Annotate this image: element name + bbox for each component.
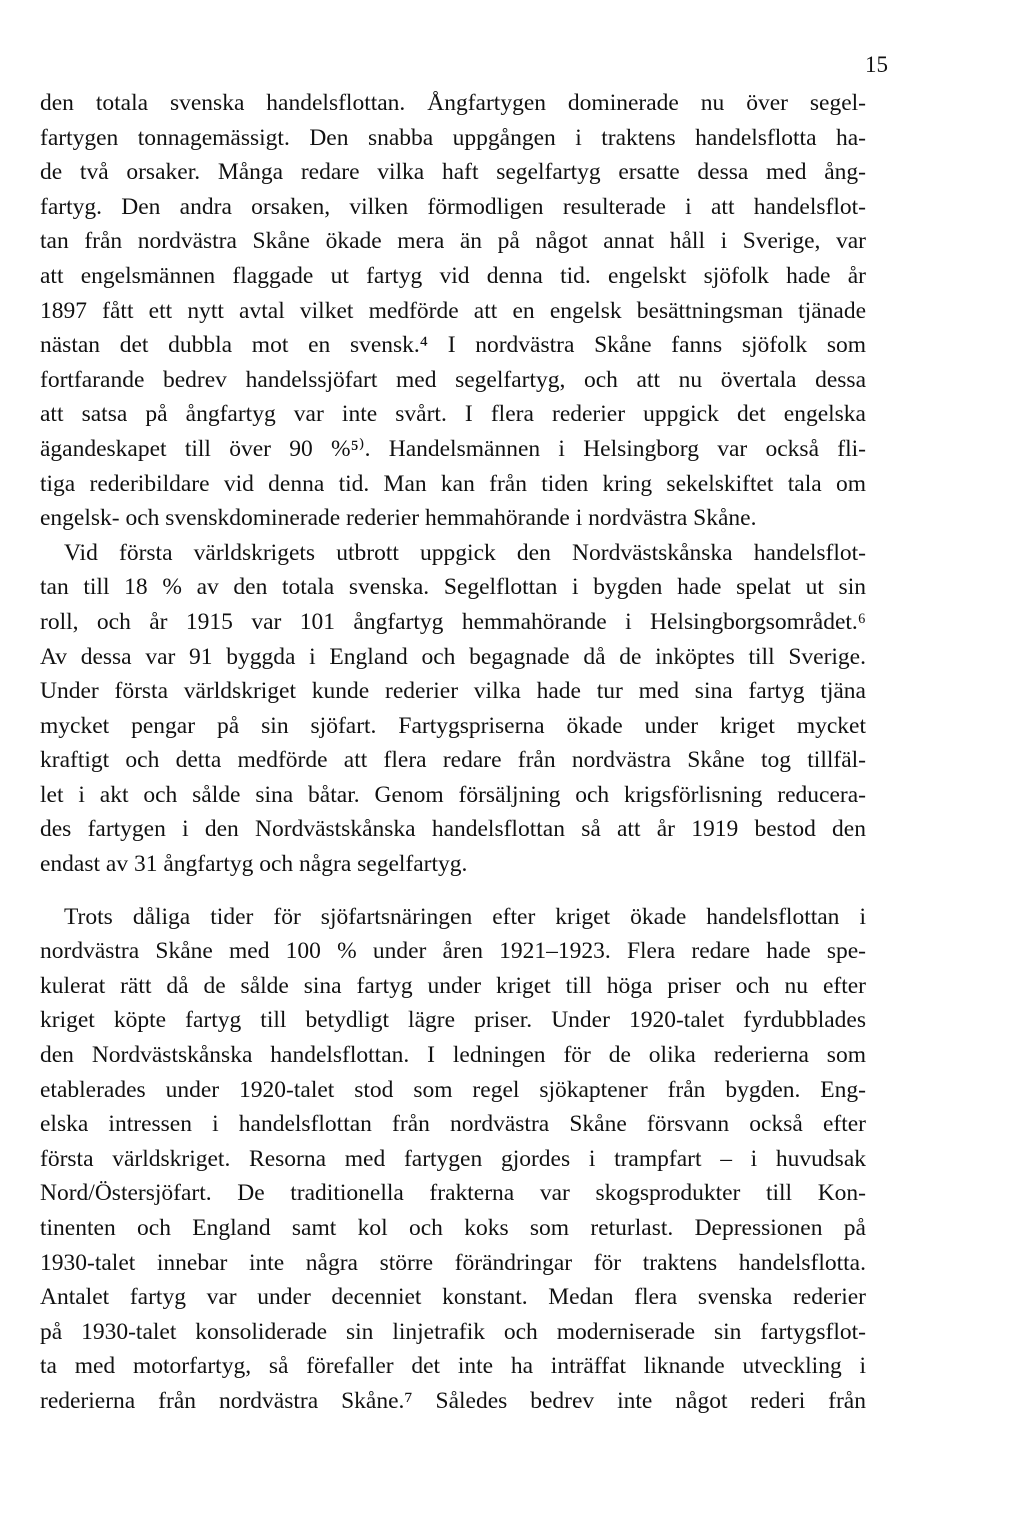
text-line: engelsk- och svenskdominerade rederier hemmahörande i nordvästra Skåne. [40, 505, 757, 532]
text-line: Av dessa var 91 byggda i England och begagnade då de inköptes till Sverige. [40, 643, 866, 670]
text-line: ta med motorfartyg, så förefaller det inte ha inträffat liknande utveckling i [40, 1353, 866, 1380]
text-line: Nord/Östersjöfart. De traditionella frakterna var skogsprodukter till Kon- [40, 1180, 866, 1207]
text-line: roll, och år 1915 var 101 ångfartyg hemmahörande i Helsingborgsområdet.⁶ [40, 608, 866, 635]
text-line: etablerades under 1920-talet stod som regel sjökaptener från bygden. Eng- [40, 1076, 866, 1103]
text-line: mycket pengar på sin sjöfart. Fartygspriserna ökade under kriget mycket [40, 712, 866, 739]
text-line: att satsa på ångfartyg var inte svårt. I flera rederier uppgick det engelska [40, 401, 866, 428]
text-line: tan till 18 % av den totala svenska. Segelflottan i bygden hade spelat ut sin [40, 574, 866, 601]
text-line: Antalet fartyg var under decenniet konstant. Medan flera svenska rederier [40, 1284, 866, 1311]
text-line: fortfarande bedrev handelssjöfart med segelfartyg, och att nu övertala dessa [40, 366, 866, 393]
text-line: den Nordvästskånska handelsflottan. I ledningen för de olika rederierna som [40, 1042, 866, 1069]
page-number: 15 [865, 52, 888, 77]
paragraph-3 [40, 900, 866, 1419]
text-line: ägandeskapet till över 90 %⁵⁾. Handelsmännen i Helsingborg var också fli- [40, 435, 866, 462]
text-line: let i akt och sålde sina båtar. Genom försäljning och krigsförlisning reducera- [40, 781, 866, 808]
text-line: 1897 fått ett nytt avtal vilket medförde att en engelsk besättningsman tjänade [40, 297, 866, 324]
text-line: fartyg. Den andra orsaken, vilken förmodligen resulterade i att handelsflot- [40, 193, 866, 220]
text-line: Vid första världskrigets utbrott uppgick den Nordvästskånska handelsflot- [64, 539, 866, 566]
text-line: rederierna från nordvästra Skåne.⁷ Således bedrev inte något rederi från [40, 1387, 866, 1414]
text-line: Under första världskriget kunde rederier vilka hade tur med sina fartyg tjäna [40, 678, 866, 705]
text-line: att engelsmännen flaggade ut fartyg vid denna tid. engelskt sjöfolk hade år [40, 262, 866, 289]
text-line: tan från nordvästra Skåne ökade mera än på något annat håll i Sverige, var [40, 228, 866, 255]
text-line: endast av 31 ångfartyg och några segelfartyg. [40, 851, 468, 878]
paragraph-gap [40, 882, 866, 900]
text-line: fartygen tonnagemässigt. Den snabba uppgången i traktens handelsflotta ha- [40, 124, 866, 151]
paragraph-1 [40, 86, 866, 536]
paragraph-2 [40, 536, 866, 882]
text-line: den totala svenska handelsflottan. Ångfartygen dominerade nu över segel- [40, 90, 866, 116]
text-line: des fartygen i den Nordvästskånska handelsflottan så att år 1919 bestod den [40, 816, 866, 843]
body-text [40, 86, 866, 1419]
text-line: nästan det dubbla mot en svensk.⁴ I nordvästra Skåne fanns sjöfolk som [40, 332, 866, 359]
text-line: kraftigt och detta medförde att flera redare från nordvästra Skåne tog tillfäl- [40, 747, 866, 774]
text-line: tiga rederibildare vid denna tid. Man kan från tiden kring sekelskiftet tala om [40, 470, 866, 497]
text-line: tinenten och England samt kol och koks som returlast. Depressionen på [40, 1215, 866, 1241]
text-line: på 1930-talet konsoliderade sin linjetrafik och moderniserade sin fartygsflot- [40, 1318, 866, 1345]
text-line: de två orsaker. Många redare vilka haft segelfartyg ersatte dessa med ång- [40, 159, 866, 186]
text-line: kriget köpte fartyg till betydligt lägre priser. Under 1920-talet fyrdubblades [40, 1007, 866, 1034]
text-line: första världskriget. Resorna med fartygen gjordes i trampfart – i huvudsak [40, 1145, 866, 1172]
text-line: kulerat rätt då de sålde sina fartyg under kriget till höga priser och nu efter [40, 972, 866, 999]
text-line: elska intressen i handelsflottan från nordvästra Skåne försvann också efter [40, 1111, 866, 1138]
text-line: Trots dåliga tider för sjöfartsnäringen efter kriget ökade handelsflottan i [64, 903, 866, 930]
text-line: nordvästra Skåne med 100 % under åren 1921–1923. Flera redare hade spe- [40, 938, 866, 965]
text-line: 1930-talet innebar inte några större förändringar för traktens handelsflotta. [40, 1249, 866, 1276]
